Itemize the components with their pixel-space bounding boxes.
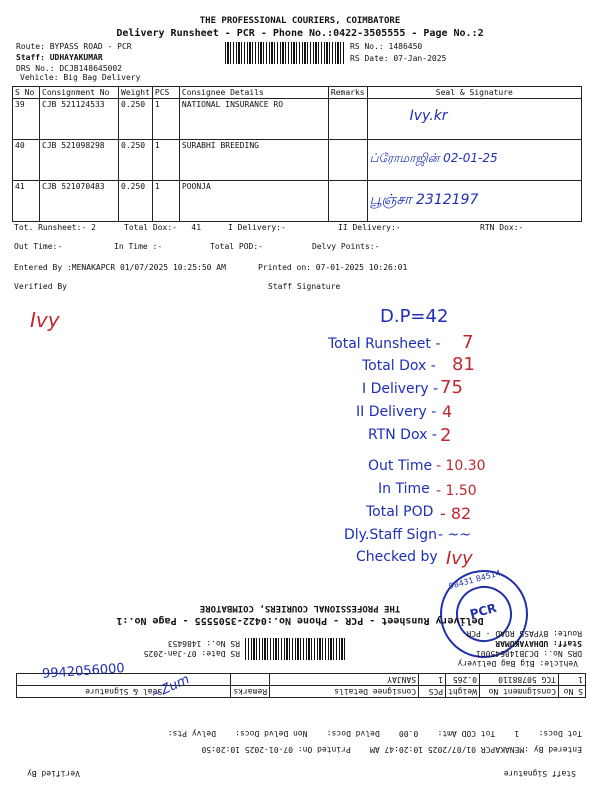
rtn-dox-label: RTN Dox - — [368, 427, 437, 443]
upside-down-runsheet — [0, 598, 600, 798]
printed-on: Printed on: 07-01-2025 10:26:01 — [258, 263, 408, 272]
th-weight: Weight — [119, 87, 153, 99]
cell-consignee: NATIONAL INSURANCE RO — [179, 99, 328, 140]
th-consignee: Consignee Details — [179, 87, 328, 99]
cell-consignment: CJB 521098298 — [40, 140, 119, 181]
cell-pcs: 1 — [152, 99, 179, 140]
cell-weight: 0.250 — [119, 140, 153, 181]
ii-delivery: II Delivery:- — [338, 223, 401, 232]
in-time-label: In Time — [378, 481, 430, 497]
signature: பூஞ்சா 2312197 — [369, 192, 479, 208]
table-header-row — [13, 87, 582, 99]
cell-remarks — [328, 140, 367, 181]
upside-th-consignee: Consignee Details — [270, 686, 419, 698]
cell-sno: 40 — [13, 140, 40, 181]
upside-cell-consignment: TCG 50788110 — [480, 674, 559, 686]
upside-cell-pcs: 1 — [419, 674, 446, 686]
route: Route: BYPASS ROAD - PCR — [16, 42, 132, 51]
upside-cell-remarks — [231, 674, 270, 686]
cell-pcs: 1 — [152, 140, 179, 181]
cell-weight: 0.250 — [119, 99, 153, 140]
th-seal: Seal & Signature — [367, 87, 581, 99]
checked-by-value: Ivy — [446, 548, 473, 569]
cell-consignment: CJB 521070483 — [40, 181, 119, 222]
cell-signature — [367, 181, 581, 222]
upside-header-row — [17, 686, 586, 698]
upside-cell-consignee: SANJAY — [270, 674, 419, 686]
table-row — [13, 181, 582, 222]
i-delivery-value: 75 — [440, 377, 463, 398]
in-time-value: - 1.50 — [436, 483, 477, 499]
ii-delivery-value: 4 — [442, 402, 453, 421]
th-consignment: Consignment No — [40, 87, 119, 99]
total-pod-value: - 82 — [440, 504, 472, 523]
cell-remarks — [328, 99, 367, 140]
th-pcs: PCS — [152, 87, 179, 99]
in-time: In Time :- — [114, 242, 163, 251]
tot-runsheet: Tot. Runsheet:- 2 — [14, 223, 96, 232]
total-runsheet-value: 7 — [462, 332, 474, 353]
total-dox-label: Total Dox - — [362, 358, 436, 374]
table-row — [13, 99, 582, 140]
signature-scribble: ~Zum — [148, 672, 192, 703]
stamp-ring-text: 98431 84514 — [447, 568, 502, 591]
upside-th-remarks: Remarks — [231, 686, 270, 698]
cell-pcs: 1 — [152, 181, 179, 222]
upside-rs-no: RS No.: 1486453 — [167, 639, 240, 648]
i-delivery-label: I Delivery - — [362, 381, 439, 397]
upside-barcode — [245, 638, 345, 660]
upside-staff: Staff: UDHAYAKUMAR — [495, 639, 582, 648]
total-pod: Total POD:- — [210, 242, 263, 251]
upside-th-seal: Seal & Signature — [17, 686, 231, 698]
upside-entered-by: Entered By :MENAKAPCR 01/07/2025 10:20:47 AM Printed On: 07-01-2025 10:20:50 — [201, 745, 582, 754]
cell-sno: 41 — [13, 181, 40, 222]
phone-handwritten: 9942056000 — [41, 661, 126, 682]
total-pod-label: Total POD — [366, 504, 434, 520]
delvy-points: Delvy Points:- — [312, 242, 380, 251]
vehicle: Vehicle: Big Bag Delivery — [20, 73, 141, 82]
staff: Staff: UDHAYAKUMAR — [16, 53, 103, 62]
out-time-label: Out Time — [368, 458, 433, 474]
stamp-text: PCR — [468, 600, 498, 622]
dly-staff-value: - ~~ — [438, 527, 471, 543]
out-time-value: - 10.30 — [436, 458, 486, 474]
out-time: Out Time:- — [14, 242, 63, 251]
upside-runsheet-title: Delivery Runsheet - PCR - Phone No.:0422-3505555 - Page No.:1 — [116, 615, 484, 626]
upside-rs-date: RS Date: 07-Jan-2025 — [143, 649, 240, 658]
total-dox-value: 81 — [452, 354, 475, 375]
upside-staff-signature: Staff Signature — [503, 769, 576, 778]
upside-th-sno: S No — [559, 686, 586, 698]
rtn-dox-value: 2 — [440, 425, 452, 446]
dly-staff-label: Dly.Staff Sign — [344, 527, 437, 543]
signature: Ivy.kr — [409, 108, 448, 124]
upside-verified-by: Verified By — [27, 769, 80, 778]
runsheet-table — [12, 86, 582, 222]
drs-no: DRS No.: DCJB148645002 — [16, 64, 122, 73]
th-sno: S No — [13, 87, 40, 99]
upside-drs: DRS No.: DCJB148645001 — [476, 649, 582, 658]
cell-consignment: CJB 521124533 — [40, 99, 119, 140]
upside-company: THE PROFESSIONAL COURIERS, COIMBATORE — [199, 603, 401, 613]
cell-consignee: SURABHI BREEDING — [179, 140, 328, 181]
upside-tot-docs: Tot Docs: 1 Tot COD Amt: 0.00 Delvd Docs: Non Delvd Docs: Delvy Pts: — [167, 729, 582, 738]
cell-sno: 39 — [13, 99, 40, 140]
cell-signature — [367, 140, 581, 181]
entered-by: Entered By :MENAKAPCR 01/07/2025 10:25:50 AM — [14, 263, 226, 272]
ii-delivery-label: II Delivery - — [356, 404, 437, 420]
upside-th-consignment: Consignment No — [480, 686, 559, 698]
checked-by-label: Checked by — [356, 549, 438, 565]
cell-consignee: POONJA — [179, 181, 328, 222]
upside-cell-sno: 1 — [559, 674, 586, 686]
total-runsheet-label: Total Runsheet - — [328, 336, 441, 352]
rs-date: RS Date: 07-Jan-2025 — [350, 54, 447, 63]
company-title: THE PROFESSIONAL COURIERS, COIMBATORE — [199, 16, 401, 26]
cell-remarks — [328, 181, 367, 222]
dp-count: D.P=42 — [380, 306, 449, 327]
i-delivery: I Delivery:- — [228, 223, 286, 232]
upside-route: Route: BYPASS ROAD - PCR — [466, 629, 582, 638]
upside-th-weight: Weight — [446, 686, 480, 698]
signature: ப்ரோமாஜின் 02-01-25 — [369, 151, 498, 165]
cell-signature — [367, 99, 581, 140]
staff-signature: Staff Signature — [268, 282, 341, 291]
verified-by: Verified By — [14, 282, 67, 291]
upside-vehicle: Vehicle: Big Bag Delivery — [457, 659, 578, 668]
upside-cell-weight: 0.265 — [446, 674, 480, 686]
rs-no: RS No.: 1486450 — [350, 42, 423, 51]
th-remarks: Remarks — [328, 87, 367, 99]
total-dox: Total Dox:- 41 — [124, 223, 202, 232]
upside-th-pcs: PCS — [419, 686, 446, 698]
table-row — [13, 140, 582, 181]
cell-weight: 0.250 — [119, 181, 153, 222]
runsheet-title: Delivery Runsheet - PCR - Phone No.:0422-3505555 - Page No.:2 — [116, 28, 484, 39]
rtn-dox: RTN Dox:- — [480, 223, 524, 232]
barcode — [225, 42, 345, 64]
verifier-initial: Ivy — [30, 308, 60, 332]
